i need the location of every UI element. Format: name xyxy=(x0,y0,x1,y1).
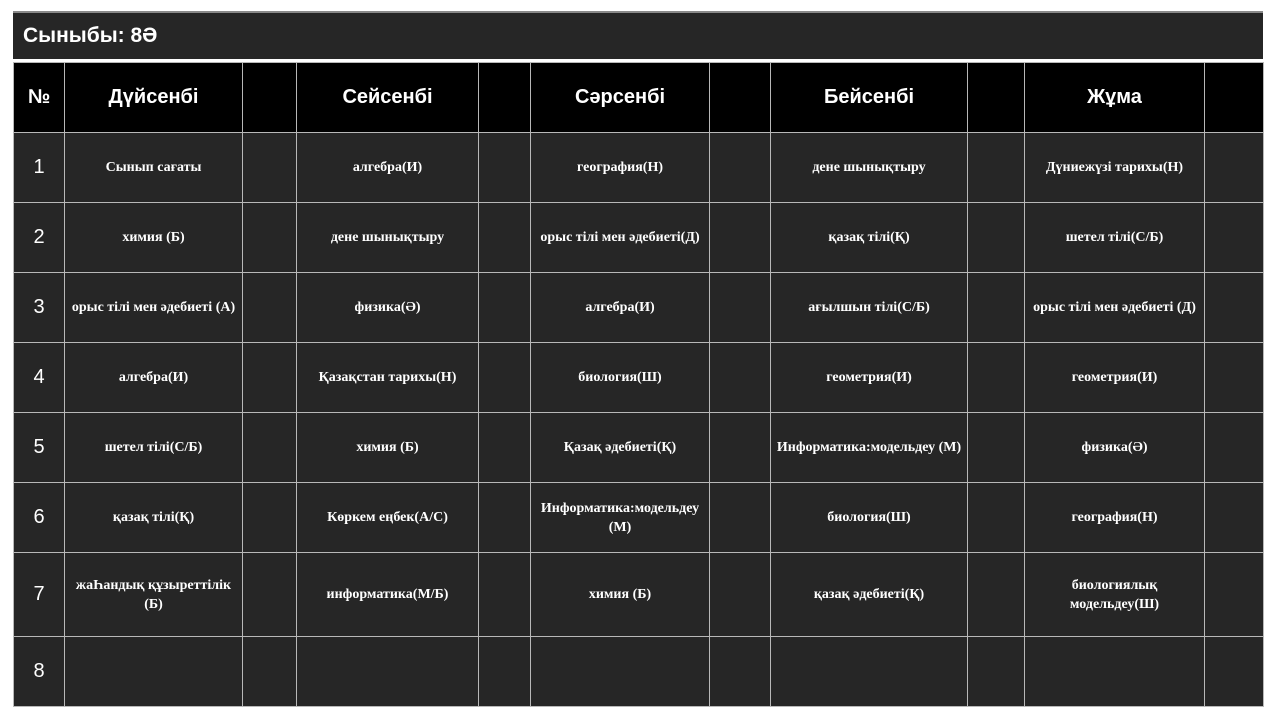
spacer-cell xyxy=(479,273,531,343)
header-spacer xyxy=(479,63,531,133)
lesson-cell: химия (Б) xyxy=(531,553,710,637)
lesson-cell: қазақ әдебиеті(Қ) xyxy=(771,553,968,637)
header-day-thursday: Бейсенбі xyxy=(771,63,968,133)
lesson-number: 5 xyxy=(14,413,65,483)
lesson-cell xyxy=(531,637,710,707)
lesson-cell: дене шынықтыру xyxy=(297,203,479,273)
header-spacer xyxy=(968,63,1025,133)
lesson-number: 4 xyxy=(14,343,65,413)
spacer-cell xyxy=(479,203,531,273)
spacer-cell xyxy=(243,343,297,413)
lesson-cell: шетел тілі(С/Б) xyxy=(1025,203,1205,273)
spacer-cell xyxy=(710,133,771,203)
class-title-bar xyxy=(13,11,1263,59)
header-day-friday: Жұма xyxy=(1025,63,1205,133)
lesson-row xyxy=(14,483,1264,553)
spacer-cell xyxy=(1205,133,1264,203)
spacer-cell xyxy=(243,273,297,343)
spacer-cell xyxy=(968,637,1025,707)
lesson-cell: геометрия(И) xyxy=(771,343,968,413)
spacer-cell xyxy=(243,203,297,273)
lesson-cell: география(Н) xyxy=(1025,483,1205,553)
spacer-cell xyxy=(710,413,771,483)
spacer-cell xyxy=(710,637,771,707)
lesson-cell: Информатика:модельдеу (М) xyxy=(771,413,968,483)
lesson-row xyxy=(14,413,1264,483)
spacer-cell xyxy=(243,413,297,483)
spacer-cell xyxy=(1205,483,1264,553)
lesson-row xyxy=(14,553,1264,637)
spacer-cell xyxy=(1205,203,1264,273)
spacer-cell xyxy=(243,133,297,203)
spacer-cell xyxy=(968,133,1025,203)
header-spacer xyxy=(243,63,297,133)
lesson-cell: шетел тілі(С/Б) xyxy=(65,413,243,483)
lesson-cell: физика(Ә) xyxy=(297,273,479,343)
header-spacer xyxy=(710,63,771,133)
spacer-cell xyxy=(1205,343,1264,413)
lesson-cell: орыс тілі мен әдебиеті (А) xyxy=(65,273,243,343)
lesson-row xyxy=(14,637,1264,707)
lesson-cell: география(Н) xyxy=(531,133,710,203)
lesson-cell: Информатика:модельдеу (М) xyxy=(531,483,710,553)
header-number: № xyxy=(14,63,65,133)
lesson-cell: Қазақстан тарихы(Н) xyxy=(297,343,479,413)
header-day-tuesday: Сейсенбі xyxy=(297,63,479,133)
lesson-cell xyxy=(1025,637,1205,707)
class-title: Сыныбы: 8Ә xyxy=(23,24,158,47)
spacer-cell xyxy=(479,483,531,553)
lesson-row xyxy=(14,273,1264,343)
lesson-row xyxy=(14,343,1264,413)
spacer-cell xyxy=(479,553,531,637)
spacer-cell xyxy=(1205,273,1264,343)
header-row xyxy=(14,63,1264,133)
spacer-cell xyxy=(1205,553,1264,637)
lesson-cell: Дүниежүзі тарихы(Н) xyxy=(1025,133,1205,203)
spacer-cell xyxy=(710,203,771,273)
lesson-cell: Қазақ әдебиеті(Қ) xyxy=(531,413,710,483)
lesson-cell xyxy=(771,637,968,707)
spacer-cell xyxy=(243,483,297,553)
lesson-cell: орыс тілі мен әдебиеті (Д) xyxy=(1025,273,1205,343)
lesson-number: 6 xyxy=(14,483,65,553)
lesson-number: 1 xyxy=(14,133,65,203)
spacer-cell xyxy=(968,413,1025,483)
lesson-cell: дене шынықтыру xyxy=(771,133,968,203)
spacer-cell xyxy=(479,133,531,203)
lesson-cell: физика(Ә) xyxy=(1025,413,1205,483)
spacer-cell xyxy=(243,553,297,637)
spacer-cell xyxy=(479,413,531,483)
lesson-cell: жаҺандық құзыреттілік (Б) xyxy=(65,553,243,637)
lesson-cell: Көркем еңбек(А/С) xyxy=(297,483,479,553)
lesson-cell: биология(Ш) xyxy=(771,483,968,553)
lesson-number: 2 xyxy=(14,203,65,273)
lesson-cell: биология(Ш) xyxy=(531,343,710,413)
spacer-cell xyxy=(710,483,771,553)
lesson-cell: информатика(М/Б) xyxy=(297,553,479,637)
header-day-wednesday: Сәрсенбі xyxy=(531,63,710,133)
spacer-cell xyxy=(710,553,771,637)
spacer-cell xyxy=(710,273,771,343)
lesson-number: 3 xyxy=(14,273,65,343)
spacer-cell xyxy=(479,343,531,413)
lesson-cell: Сынып сағаты xyxy=(65,133,243,203)
lesson-cell: орыс тілі мен әдебиеті(Д) xyxy=(531,203,710,273)
lesson-cell: қазақ тілі(Қ) xyxy=(771,203,968,273)
lesson-cell xyxy=(297,637,479,707)
spacer-cell xyxy=(1205,413,1264,483)
spacer-cell xyxy=(968,343,1025,413)
lesson-cell: ағылшын тілі(С/Б) xyxy=(771,273,968,343)
lesson-cell: алгебра(И) xyxy=(297,133,479,203)
lesson-number: 7 xyxy=(14,553,65,637)
spacer-cell xyxy=(710,343,771,413)
header-spacer xyxy=(1205,63,1264,133)
timetable xyxy=(13,62,1264,707)
lesson-cell: биологиялық модельдеу(Ш) xyxy=(1025,553,1205,637)
lesson-cell: алгебра(И) xyxy=(531,273,710,343)
lesson-cell: геометрия(И) xyxy=(1025,343,1205,413)
header-day-monday: Дүйсенбі xyxy=(65,63,243,133)
lesson-cell: алгебра(И) xyxy=(65,343,243,413)
lesson-number: 8 xyxy=(14,637,65,707)
spacer-cell xyxy=(1205,637,1264,707)
lesson-cell xyxy=(65,637,243,707)
spacer-cell xyxy=(243,637,297,707)
lesson-cell: химия (Б) xyxy=(65,203,243,273)
lesson-row xyxy=(14,203,1264,273)
lesson-cell: қазақ тілі(Қ) xyxy=(65,483,243,553)
lesson-cell: химия (Б) xyxy=(297,413,479,483)
lesson-row xyxy=(14,133,1264,203)
spacer-cell xyxy=(479,637,531,707)
spacer-cell xyxy=(968,273,1025,343)
spacer-cell xyxy=(968,203,1025,273)
spacer-cell xyxy=(968,483,1025,553)
spacer-cell xyxy=(968,553,1025,637)
